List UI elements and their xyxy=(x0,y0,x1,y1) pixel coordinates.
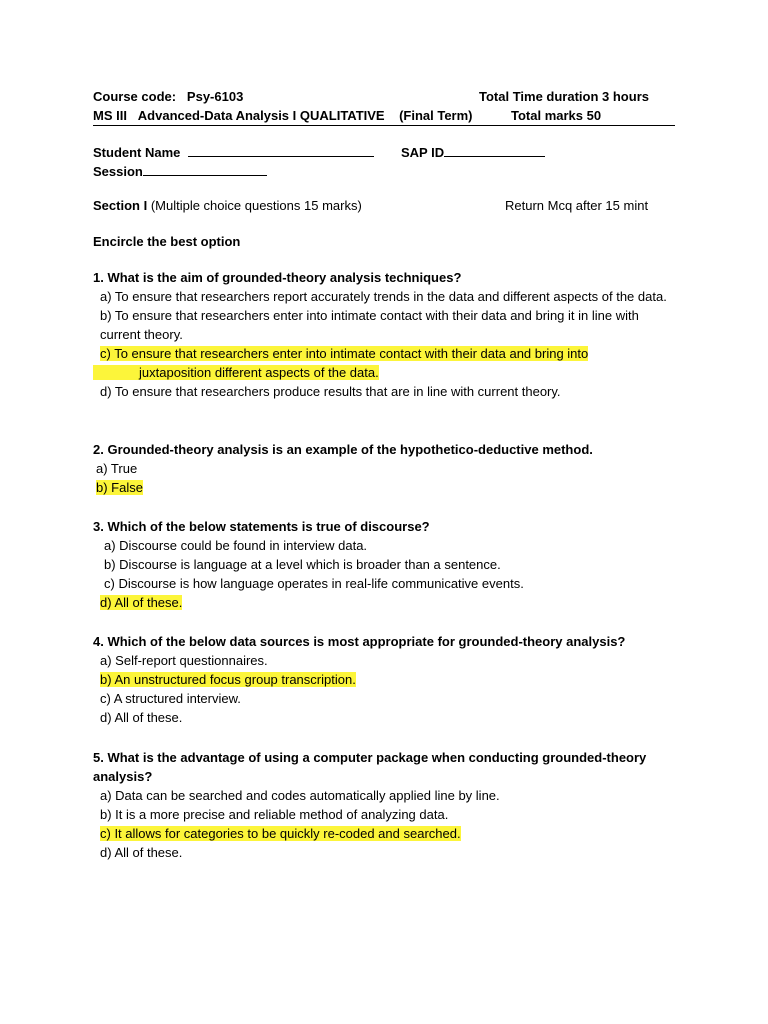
option-b[interactable]: b) Discourse is language at a level which is broader than a sentence. xyxy=(104,557,501,572)
instruction: Encircle the best option xyxy=(93,234,241,249)
option-c[interactable]: c) Discourse is how language operates in real-life communicative events. xyxy=(104,576,524,591)
option-d[interactable]: d) All of these. xyxy=(100,710,183,725)
sap-id-line[interactable] xyxy=(444,142,545,157)
student-row-1 xyxy=(93,142,678,161)
option-a[interactable]: a) To ensure that researchers report accurately trends in the data and different aspects of the data. xyxy=(100,289,667,304)
program: MS III xyxy=(93,108,127,123)
student-row-2 xyxy=(93,161,678,180)
option-a[interactable]: a) Data can be searched and codes automatically applied line by line. xyxy=(100,788,500,803)
question-text: 5. What is the advantage of using a computer package when conducting grounded-theory analysis? xyxy=(93,750,647,784)
section-detail: (Multiple choice questions 15 marks) xyxy=(150,198,362,213)
header-rule xyxy=(93,125,675,126)
question-text: 3. Which of the below statements is true of discourse? xyxy=(93,519,430,534)
student-name-label: Student Name xyxy=(93,145,181,160)
option-b[interactable]: b) An unstructured focus group transcription. xyxy=(100,672,356,687)
question-text: 2. Grounded-theory analysis is an example of the hypothetico-deductive method. xyxy=(93,442,593,457)
question-4 xyxy=(93,632,678,727)
section-title: Section I xyxy=(93,198,148,213)
exam-header xyxy=(93,87,678,125)
option-a[interactable]: a) Self-report questionnaires. xyxy=(100,653,268,668)
option-c[interactable]: c) It allows for categories to be quickly re-coded and searched. xyxy=(100,826,461,841)
option-b[interactable]: b) To ensure that researchers enter into intimate contact with their data and bring it in line with current theory. xyxy=(100,308,639,342)
course-title: Advanced-Data Analysis I QUALITATIVE xyxy=(137,108,385,123)
session-line[interactable] xyxy=(143,161,267,176)
question-1 xyxy=(93,268,678,401)
question-2 xyxy=(93,440,678,497)
option-c[interactable]: c) A structured interview. xyxy=(100,691,241,706)
course-code-label: Course code: xyxy=(93,89,177,104)
section-row xyxy=(93,196,678,215)
section-note: Return Mcq after 15 mint xyxy=(505,198,649,213)
option-d[interactable]: d) To ensure that researchers produce results that are in line with current theory. xyxy=(100,384,561,399)
sap-id-label: SAP ID xyxy=(401,145,445,160)
question-text: 1. What is the aim of grounded-theory analysis techniques? xyxy=(93,270,462,285)
option-c-continued[interactable]: juxtaposition different aspects of the data. xyxy=(93,365,379,380)
option-d[interactable]: d) All of these. xyxy=(100,595,183,610)
question-text: 4. Which of the below data sources is most appropriate for grounded-theory analysis? xyxy=(93,634,626,649)
option-b[interactable]: b) It is a more precise and reliable method of analyzing data. xyxy=(100,807,449,822)
student-info xyxy=(93,142,678,180)
session-label: Session xyxy=(93,164,143,179)
course-code: Psy-6103 xyxy=(186,89,244,104)
question-5 xyxy=(93,748,678,862)
total-marks: Total marks 50 xyxy=(511,108,602,123)
header-row-1 xyxy=(93,87,678,106)
section-header xyxy=(93,196,678,215)
option-a[interactable]: a) Discourse could be found in interview data. xyxy=(104,538,368,553)
option-d[interactable]: d) All of these. xyxy=(100,845,183,860)
total-time: Total Time duration 3 hours xyxy=(479,89,649,104)
header-row-2 xyxy=(93,106,678,125)
student-name-line[interactable] xyxy=(188,142,374,157)
question-3 xyxy=(93,517,678,612)
option-b[interactable]: b) False xyxy=(96,480,143,495)
option-c[interactable]: c) To ensure that researchers enter into intimate contact with their data and bring into xyxy=(100,346,589,361)
term: (Final Term) xyxy=(399,108,473,123)
option-a[interactable]: a) True xyxy=(96,461,138,476)
